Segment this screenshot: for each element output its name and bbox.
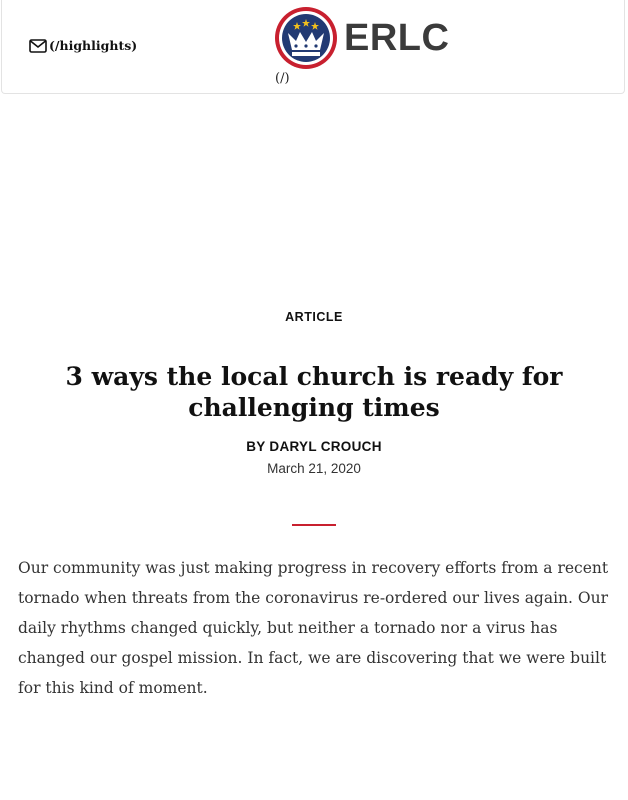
article-date: March 21, 2020 <box>267 461 361 476</box>
article-header <box>0 310 628 476</box>
article-body: Our community was just making progress in recovery efforts from a recent tornado when threats from the coronavirus re-ordered our lives again. Our daily rhythms changed quickly, but neither a tornado nor a virus has changed our gospel mission. In fact, we are discovering that we were built for this kind of moment. <box>18 559 609 697</box>
article-byline: BY DARYL CROUCH <box>246 439 382 454</box>
mail-icon <box>29 39 47 53</box>
title-divider <box>292 524 336 526</box>
crown-badge-icon <box>274 6 338 70</box>
article-kicker: ARTICLE <box>285 310 343 324</box>
highlights-link[interactable] <box>29 38 137 53</box>
logo-link[interactable] <box>274 6 449 70</box>
home-link-label[interactable]: (/) <box>275 71 290 86</box>
article-title: 3 ways the local church is ready for challenging times <box>65 362 563 422</box>
highlights-label: (/highlights) <box>49 38 138 53</box>
site-header <box>1 0 625 94</box>
logo-wordmark: ERLC <box>344 16 450 59</box>
